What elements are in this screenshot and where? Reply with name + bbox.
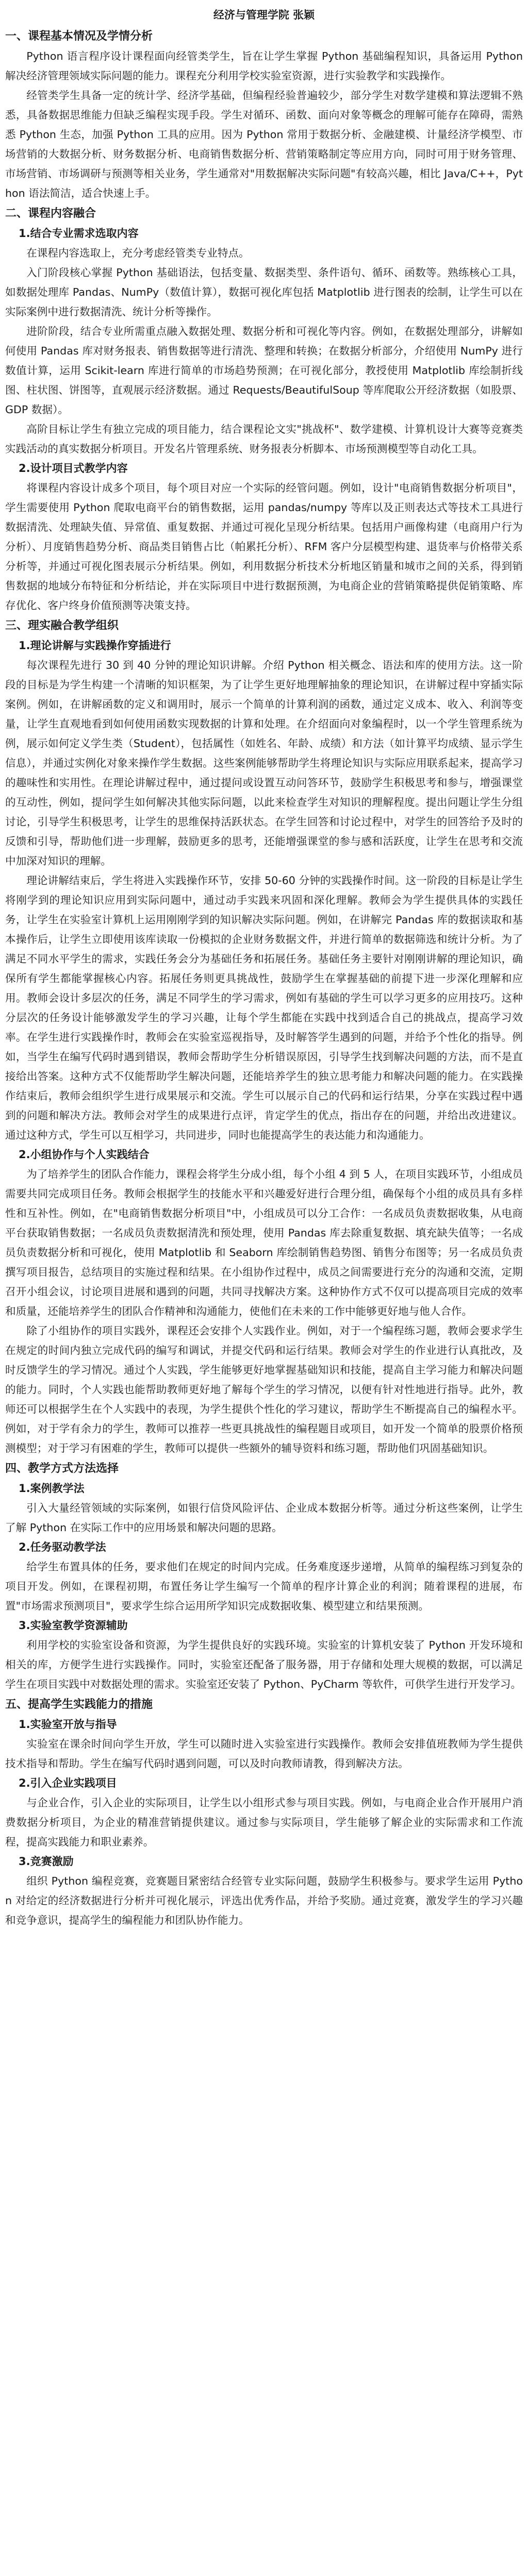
subsection-heading: 1.结合专业需求选取内容 — [19, 227, 139, 240]
paragraph: 组织 Python 编程竞赛，竞赛题目紧密结合经管专业实际问题，鼓励学生积极参与。要求学生运用 Python 对给定的经济数据进行分析并可视化展示，评选出优秀作品，并给予奖励。通过竞赛，激发学生的学习兴趣和竞争意识，提高学生的编程能力和团队协作能力。 — [5, 1875, 523, 1926]
subsection-heading: 2.设计项目式教学内容 — [19, 462, 128, 474]
paragraph: 进阶阶段，结合专业所需重点融入数据处理、数据分析和可视化等内容。例如，在数据处理部分，讲解如何使用 Pandas 库对财务报表、销售数据等进行清洗、整理和转换；在数据分析部分，介绍使用 NumPy 进行数值计算，运用 Scikit-learn 库进行简单的市场趋势预测；在可视化部分，教授使用 Matplotlib 库绘制折线图、柱状图、饼图等，直观展示经济数据。通过 Requests/BeautifulSoup 等库爬取公开经济数据（如股票、GDP 数据）。 — [5, 325, 523, 416]
paragraph: 高阶目标让学生有独立完成的项目能力，结合课程论文实"挑战杯"、数学建模、计算机设计大赛等竞赛类实践活动的真实数据分析项目。开发名片管理系统、财务报表分析脚本、市场预测模型等自动化工具。 — [5, 423, 523, 455]
section-heading: 一、课程基本情况及学情分析 — [5, 30, 153, 43]
subsection-heading: 2.引入企业实践项目 — [19, 1777, 117, 1789]
paragraph: 理论讲解结束后，学生将进入实践操作环节，安排 50-60 分钟的实践操作时间。这一阶段的目标是让学生将刚学到的理论知识应用到实际问题中，通过动手实践来巩固和深化理解。教师会为学生提供具体的实践任务，让学生在实验室计算机上运用刚刚学到的知识解决实际问题。例如，在讲解完 Pandas 库的数据读取和基本操作后，让学生立即使用该库读取一份模拟的企业财务数据文件，并进行简单的数据筛选和统计分析。为了满足不同水平学生的需求，实践任务会分为基础任务和拓展任务。基础任务主要针对刚刚讲解的理论知识，确保所有学生都能掌握核心内容。拓展任务则更具挑战性，鼓励学生在掌握基础的前提下进一步深化理解和应用。教师会设计多层次的任务，满足不同学生的学习需求，例如有基础的学生可以学习更多的应用技巧。这种分层次的任务设计能够激发学生的学习兴趣，让每个学生都能在实践中找到适合自己的挑战点，提高学习效率。在学生进行实践操作时，教师会在实验室巡视指导，及时解答学生遇到的问题，并给予个性化的指导。例如，当学生在编写代码时遇到错误，教师会帮助学生分析错误原因，引导学生找到解决问题的方法，而不是直接给出答案。这种方式不仅能帮助学生解决问题，还能培养学生的独立思考能力和解决问题的能力。在实践操作结束后，教师会组织学生进行成果展示和交流。学生可以展示自己的代码和运行结果，分享在实践过程中遇到的问题和解决方法。教师会对学生的成果进行点评，肯定学生的优点，指出存在的问题，并给出改进建议。通过这种方式，学生可以互相学习，共同进步，同时也能提高学生的表达能力和沟通能力。 — [5, 874, 523, 1141]
subsection-heading: 1.实验室开放与指导 — [19, 1718, 117, 1731]
paragraph: Python 语言程序设计课程面向经管类学生，旨在让学生掌握 Python 基础编程知识，具备运用 Python 解决经济管理领域实际问题的能力。课程充分利用学校实验室资源，进行实验教学和实践操作。 — [5, 50, 523, 82]
subsection-heading: 3.竞赛激励 — [19, 1855, 74, 1868]
subsection-heading: 1.案例教学法 — [19, 1482, 85, 1495]
section-heading: 三、理实融合教学组织 — [5, 619, 119, 632]
paragraph: 为了培养学生的团队合作能力，课程会将学生分成小组，每个小组 4 到 5 人，在项目实践环节，小组成员需要共同完成项目任务。教师会根据学生的技能水平和兴趣爱好进行合理分组，确保每个小组的成员具有多样性和互补性。例如，在"电商销售数据分析项目"中，小组成员可以分工合作：一名成员负责数据收集，从电商平台获取销售数据；一名成员负责数据清洗和预处理，使用 Pandas 库去除重复数据、填充缺失值等；一名成员负责数据分析和可视化，使用 Matplotlib 和 Seaborn 库绘制销售趋势图、销售分布图等；另一名成员负责撰写项目报告，总结项目的实施过程和结果。在小组协作过程中，成员之间需要进行充分的沟通和交流，定期召开小组会议，讨论项目进展和遇到的问题，共同寻找解决方案。这种协作方式不仅可以提高项目完成的效率和质量，还能培养学生的团队合作精神和沟通能力，使他们在未来的工作中能够更好地与他人合作。 — [5, 1168, 523, 1317]
section-heading: 五、提高学生实践能力的措施 — [5, 1698, 153, 1711]
paragraph: 利用学校的实验室设备和资源，为学生提供良好的实践环境。实验室的计算机安装了 Python 开发环境和相关的库，方便学生进行实践操作。同时，实验室还配备了服务器，用于存储和处理大规模的数据，可以满足学生在项目实践中对数据处理的需求。实验室还安装了 Python、PyCharm 等软件，可供学生进行开发学习。 — [5, 1639, 523, 1690]
subsection-heading: 2.小组协作与个人实践结合 — [19, 1148, 150, 1161]
paragraph: 与企业合作，引入企业的实际项目，让学生以小组形式参与项目实践。例如，与电商企业合作开展用户消费数据分析项目，为企业的精准营销提供建议。通过参与实际项目，学生能够了解企业的实际需求和工作流程，提高实践能力和职业素养。 — [5, 1797, 523, 1848]
document-body — [5, 27, 523, 1930]
subsection-heading: 3.实验室教学资源辅助 — [19, 1619, 128, 1632]
subsection-heading: 1.理论讲解与实践操作穿插进行 — [19, 639, 171, 652]
section-heading: 四、教学方式方法选择 — [5, 1462, 119, 1475]
section-heading: 二、课程内容融合 — [5, 207, 96, 220]
paragraph: 实验室在课余时间向学生开放，学生可以随时进入实验室进行实践操作。教师会安排值班教师为学生提供技术指导和帮助。学生在编写代码时遇到问题，可以及时向教师请教，得到解决方法。 — [5, 1738, 523, 1770]
paragraph: 入门阶段核心掌握 Python 基础语法，包括变量、数据类型、条件语句、循环、函数等。熟练核心工具，如数据处理库 Pandas、NumPy（数值计算），数据可视化库包括 Matplotlib 进行图表的绘制，让学生可以在实际案例中进行数据清洗、统计分析等操作。 — [5, 266, 523, 318]
paragraph: 在课程内容选取上，充分考虑经管类专业特点。 — [26, 247, 250, 259]
document-header: 经济与管理学院 张颖 — [213, 9, 315, 21]
paragraph: 除了小组协作的项目实践外，课程还会安排个人实践作业。例如，对于一个编程练习题，教师会要求学生在规定的时间内独立完成代码的编写和调试，并提交代码和运行结果。教师会对学生的作业进行认真批改，及时反馈学生的学习情况。通过个人实践，学生能够更好地掌握基础知识和技能，提高自主学习能力和解决问题的能力。同时，个人实践也能帮助教师更好地了解每个学生的学习情况，以便有针对性地进行指导。此外，教师还可以根据学生在个人实践中的表现，为学生提供个性化的学习建议，帮助学生不断提高自己的编程水平。例如，对于学有余力的学生，教师可以推荐一些更具挑战性的编程题目或项目，如开发一个简单的股票价格预测模型；对于学习有困难的学生，教师可以提供一些额外的辅导资料和练习题，帮助他们巩固基础知识。 — [5, 1325, 523, 1454]
paragraph: 引入大量经管领域的实际案例，如银行信贷风险评估、企业成本数据分析等。通过分析这些案例，让学生了解 Python 在实际工作中的应用场景和解决问题的思路。 — [5, 1502, 523, 1534]
paragraph: 经管类学生具备一定的统计学、经济学基础，但编程经验普遍较少，部分学生对数学建模和算法逻辑不熟悉，具备数据思维能力但缺乏编程实现手段。学生对循环、函数、面向对象等概念的理解可能存在障碍，需熟悉 Python 生态，加强 Python 工具的应用。因为 Python 常用于数据分析、金融建模、计量经济学模型、市场营销的大数据分析、财务数据分析、电商销售数据分析、营销策略制定等应用方向，同时可用于财务管理、市场营销、市场调研与预测等相关业务，学生通常对"用数据解决实际问题"有较高兴趣，相比 Java/C++，Python 语法简洁，适合快速上手。 — [5, 89, 523, 199]
subsection-heading: 2.任务驱动教学法 — [19, 1541, 106, 1553]
paragraph: 每次课程先进行 30 到 40 分钟的理论知识讲解。介绍 Python 相关概念、语法和库的使用方法。这一阶段的目标是为学生构建一个清晰的知识框架，为了让学生更好地理解抽象的理论知识，在讲解过程中穿插实际案例。例如，在讲解函数的定义和调用时，展示一个简单的计算利润的函数，通过定义成本、收入、利润等变量，让学生直观地看到如何使用函数实现数据的计算和处理。在介绍面向对象编程时，以一个学生管理系统为例，展示如何定义学生类（Student），包括属性（如姓名、年龄、成绩）和方法（如计算平均成绩、显示学生信息），并通过实例化对象来操作学生数据。这些案例能够帮助学生将理论知识与实际应用联系起来，提高学习的趣味性和实用性。在理论讲解过程中，通过提问或设置互动问答环节，鼓励学生积极思考和参与，增强课堂的互动性，例如，提问学生如何解决其他实际问题，以此来检查学生对知识的理解程度。提出问题让学生分组讨论，引导学生积极思考，让学生的思维保持活跃状态。在学生回答和讨论过程中，对学生的回答给予及时的反馈和引导，帮助他们进一步理解，鼓励更多的思考，还能增强课堂的参与感和活跃度，让学生在思考和交流中加深对知识的理解。 — [5, 659, 523, 867]
paragraph: 将课程内容设计成多个项目，每个项目对应一个实际的经管问题。例如，设计"电商销售数据分析项目"，学生需要使用 Python 爬取电商平台的销售数据，运用 pandas/numpy 等库以及正则表达式等技术工具进行数据清洗、处理缺失值、异常值、重复数据、并通过可视化呈现分析结果。包括用户画像构建（电商用户行为分析）、月度销售趋势分析、商品类目销售占比（帕累托分析）、RFM 客户分层模型构建、退货率与价格带关系分析等，并通过可视化图表展示分析结果。例如，利用数据分析技术分析地区销量和城市之间的关系，得到销售数据的地域分布特征和分析结论，并在实际项目中进行数据预测，为电商企业的营销策略提供促销策略、库存优化、客户终身价值预测等决策支持。 — [5, 482, 523, 612]
paragraph: 给学生布置具体的任务，要求他们在规定的时间内完成。任务难度逐步递增，从简单的编程练习到复杂的项目开发。例如，在课程初期，布置任务让学生编写一个简单的程序计算企业的利润；随着课程的进展，布置"市场需求预测项目"，要求学生综合运用所学知识完成数据收集、模型建立和结果预测。 — [5, 1561, 523, 1612]
